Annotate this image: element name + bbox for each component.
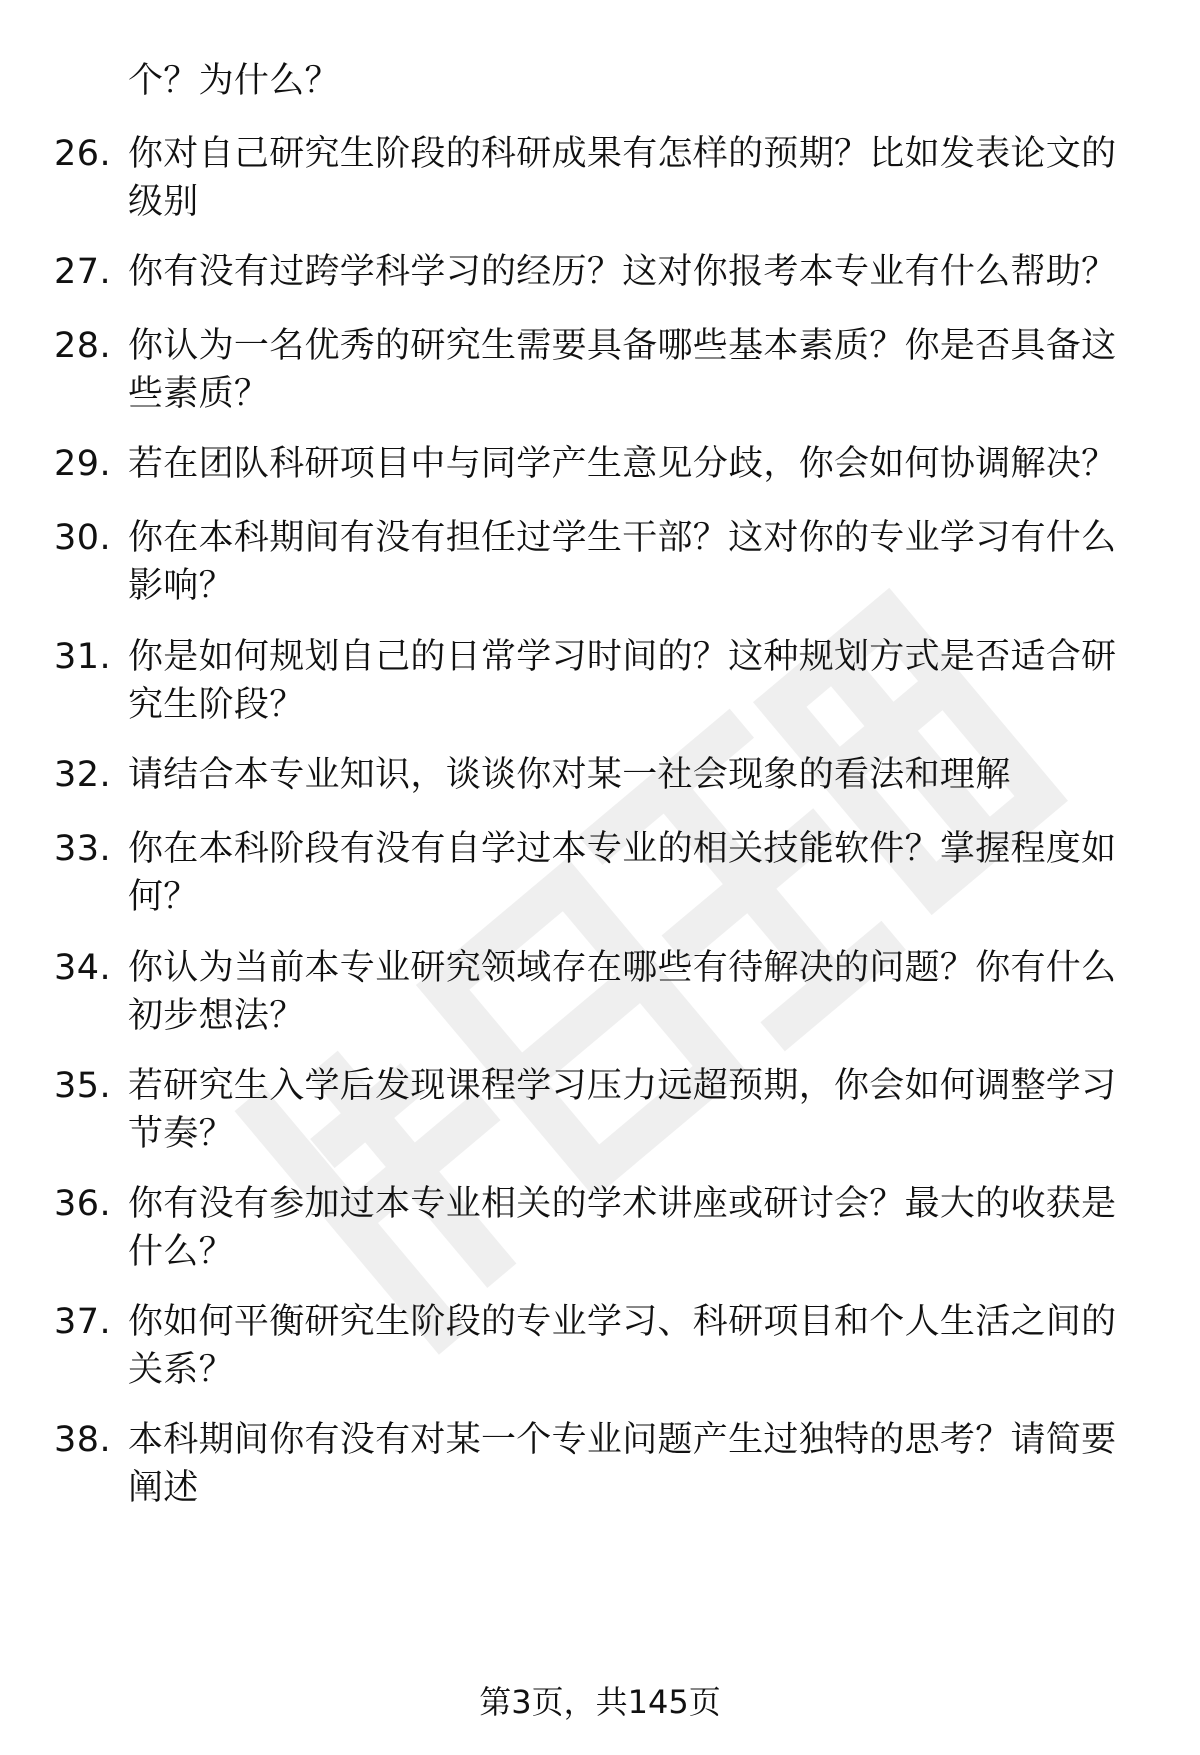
question-text: 你对自己研究生阶段的科研成果有怎样的预期？比如发表论文的级别 [128, 134, 1117, 222]
question-number: 36. [54, 1184, 112, 1224]
question-number: 37. [54, 1302, 112, 1342]
question-text: 你如何平衡研究生阶段的专业学习、科研项目和个人生活之间的关系？ [128, 1302, 1117, 1390]
question-text: 个？为什么？ [128, 61, 340, 101]
question-text: 你认为一名优秀的研究生需要具备哪些基本素质？你是否具备这些素质？ [128, 326, 1117, 414]
question-text: 若研究生入学后发现课程学习压力远超预期，你会如何调整学习节奏？ [128, 1066, 1117, 1154]
question-text: 你在本科期间有没有担任过学生干部？这对你的专业学习有什么影响？ [128, 518, 1117, 606]
question-number: 38. [54, 1420, 112, 1460]
question-number: 29. [54, 444, 112, 484]
question-number: 26. [54, 134, 112, 174]
question-number: 31. [54, 637, 112, 677]
question-text: 请结合本专业知识，谈谈你对某一社会现象的看法和理解 [128, 755, 1011, 795]
question-number: 34. [54, 948, 112, 988]
question-text: 若在团队科研项目中与同学产生意见分歧，你会如何协调解决？ [128, 444, 1117, 484]
question-number: 30. [54, 518, 112, 558]
question-number: 32. [54, 755, 112, 795]
question-number: 35. [54, 1066, 112, 1106]
question-text: 你有没有参加过本专业相关的学术讲座或研讨会？最大的收获是什么？ [128, 1184, 1117, 1272]
question-number: 27. [54, 252, 112, 292]
question-text: 你有没有过跨学科学习的经历？这对你报考本专业有什么帮助？ [128, 252, 1117, 292]
page-footer: 第3页，共145页 [479, 1683, 721, 1721]
question-text: 你认为当前本专业研究领域存在哪些有待解决的问题？你有什么初步想法？ [128, 948, 1117, 1036]
question-number: 28. [54, 326, 112, 366]
question-text: 你在本科阶段有没有自学过本专业的相关技能软件？掌握程度如何？ [128, 829, 1117, 917]
question-number: 33. [54, 829, 112, 869]
question-text: 你是如何规划自己的日常学习时间的？这种规划方式是否适合研究生阶段？ [128, 637, 1117, 725]
question-text: 本科期间你有没有对某一个专业问题产生过独特的思考？请简要阐述 [128, 1420, 1117, 1508]
